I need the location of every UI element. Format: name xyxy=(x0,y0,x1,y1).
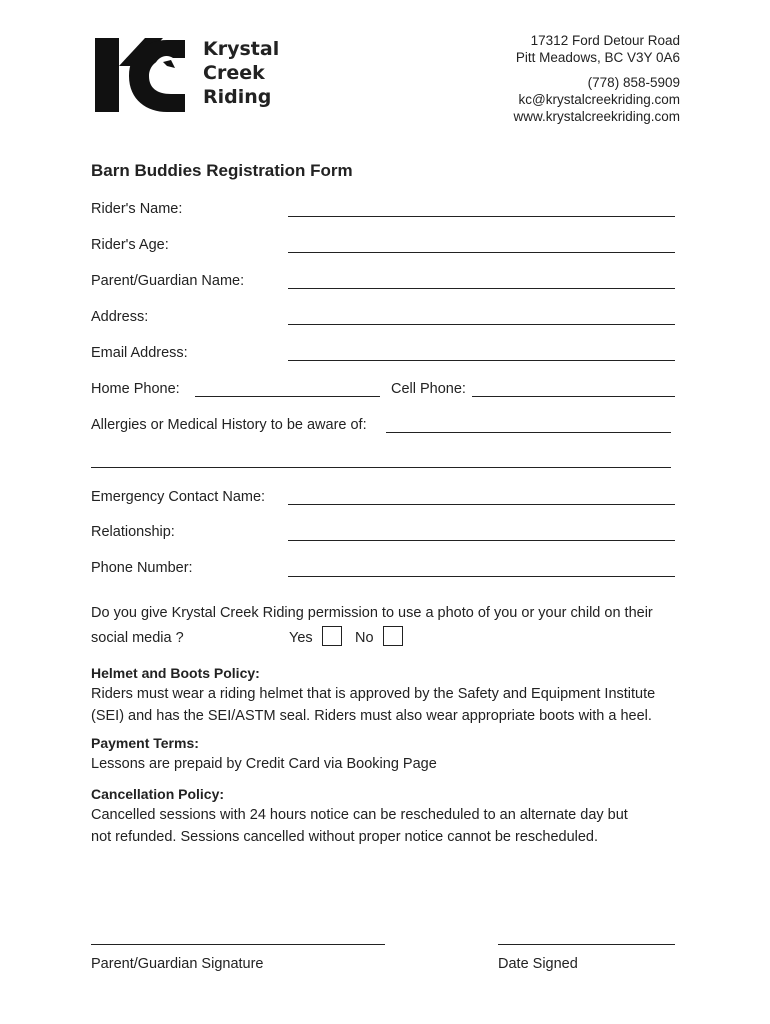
guardian-name-label: Parent/Guardian Name: xyxy=(91,273,245,289)
allergies-input-line-1[interactable] xyxy=(386,432,671,433)
home-phone-input-line[interactable] xyxy=(195,396,380,397)
rider-name-label: Rider's Name: xyxy=(91,201,183,217)
cell-phone-input-line[interactable] xyxy=(472,396,675,397)
address-line-2: Pitt Meadows, BC V3Y 0A6 xyxy=(515,50,680,65)
contact-info xyxy=(513,32,680,125)
form-title: Barn Buddies Registration Form xyxy=(91,161,353,180)
address-line-1: 17312 Ford Detour Road xyxy=(530,33,680,48)
logo-line-creek: Creek xyxy=(203,62,265,84)
email-input-line[interactable] xyxy=(288,360,675,361)
date-signed-label: Date Signed xyxy=(498,956,578,972)
cancellation-policy-line-1: Cancelled sessions with 24 hours notice can be rescheduled to an alternate day but xyxy=(91,807,628,823)
payment-terms-text: Lessons are prepaid by Credit Card via Booking Page xyxy=(91,756,437,772)
relationship-label: Relationship: xyxy=(91,524,175,540)
no-checkbox[interactable] xyxy=(383,626,403,646)
no-label: No xyxy=(355,630,374,646)
yes-checkbox[interactable] xyxy=(322,626,342,646)
helmet-policy-line-1: Riders must wear a riding helmet that is approved by the Safety and Equipment Institute xyxy=(91,686,656,702)
photo-permission-question: Do you give Krystal Creek Riding permission to use a photo of you or your child on their xyxy=(91,605,653,621)
date-signed-line[interactable] xyxy=(498,944,675,945)
relationship-input-line[interactable] xyxy=(288,540,675,541)
email-label: Email Address: xyxy=(91,345,188,361)
guardian-signature-line[interactable] xyxy=(91,944,385,945)
emergency-contact-input-line[interactable] xyxy=(288,504,675,505)
helmet-policy-heading: Helmet and Boots Policy: xyxy=(91,665,260,681)
logo-wordmark xyxy=(203,37,279,109)
contact-website[interactable]: www.krystalcreekriding.com xyxy=(513,109,680,124)
helmet-policy-line-2: (SEI) and has the SEI/ASTM seal. Riders must also wear appropriate boots with a heel. xyxy=(91,707,652,724)
helmet-policy-text xyxy=(91,684,655,727)
emergency-contact-label: Emergency Contact Name: xyxy=(91,489,266,505)
rider-age-label: Rider's Age: xyxy=(91,237,169,253)
home-phone-label: Home Phone: xyxy=(91,381,180,397)
cancellation-policy-heading: Cancellation Policy: xyxy=(91,786,225,802)
address-input-line[interactable] xyxy=(288,324,675,325)
address-label: Address: xyxy=(91,309,149,325)
logo-line-krystal: Krystal xyxy=(203,38,280,60)
cell-phone-label: Cell Phone: xyxy=(391,381,466,397)
rider-name-input-line[interactable] xyxy=(288,216,675,217)
rider-age-input-line[interactable] xyxy=(288,252,675,253)
guardian-name-input-line[interactable] xyxy=(288,288,675,289)
allergies-label: Allergies or Medical History to be aware of: xyxy=(91,417,367,433)
contact-phone: (778) 858-5909 xyxy=(587,75,680,90)
payment-terms-heading: Payment Terms: xyxy=(91,735,199,751)
guardian-signature-label: Parent/Guardian Signature xyxy=(91,956,264,972)
krystal-creek-logo-mark xyxy=(93,36,189,114)
phone-number-label: Phone Number: xyxy=(91,560,193,576)
cancellation-policy-line-2: not refunded. Sessions cancelled without proper notice cannot be rescheduled. xyxy=(91,828,599,845)
logo-line-riding: Riding xyxy=(203,86,272,108)
phone-number-input-line[interactable] xyxy=(288,576,675,577)
allergies-input-line-2[interactable] xyxy=(91,467,671,468)
photo-permission-question-cont: social media ? xyxy=(91,630,184,646)
cancellation-policy-text xyxy=(91,805,628,848)
yes-label: Yes xyxy=(289,630,313,646)
contact-email[interactable]: kc@krystalcreekriding.com xyxy=(518,92,680,107)
